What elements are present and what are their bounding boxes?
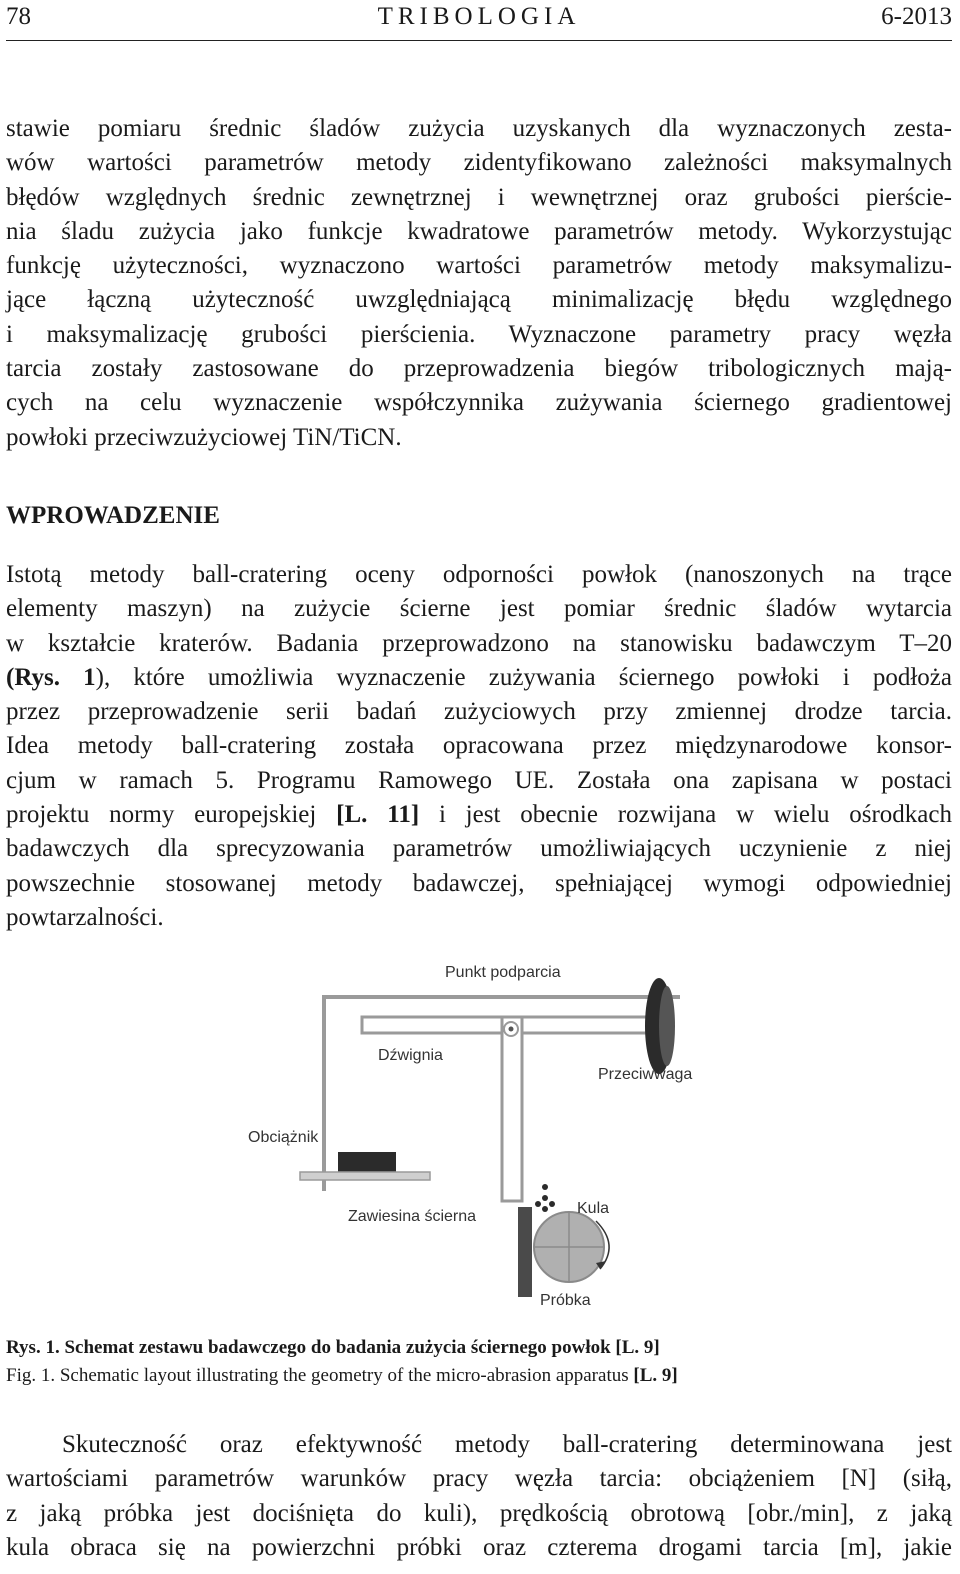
figure-reference[interactable]: Rys. 1 (14, 663, 96, 691)
text-line: funkcję użyteczności, wyznaczono wartości parametrów metody maksymalizu- (6, 252, 952, 280)
weight-block (338, 1152, 396, 1172)
label-sample: Próbka (540, 1292, 591, 1309)
text-fragment: i jest obecnie rozwijana w wielu ośrodkach (419, 801, 953, 829)
caption-reference[interactable]: [L. 9] (633, 1365, 678, 1386)
text-line: Istotą metody ball-cratering oceny odporności powłok (nanoszonych na trące (6, 561, 952, 588)
label-counterweight: Przeciwwaga (598, 1066, 693, 1083)
text-line: cjum w ramach 5. Programu Ramowego UE. Została ona zapisana w postaci (6, 766, 952, 794)
weight-platform (300, 1172, 430, 1180)
literature-reference[interactable]: [L. 11] (336, 801, 420, 829)
text-line (6, 798, 952, 832)
text-line: powtarzalności. (6, 903, 164, 931)
text-line: cych na celu wyznaczenie współczynnika zużywania ściernego gradientowej (6, 389, 952, 417)
text-line: nia śladu zużycia jako funkcje kwadratowe parametrów metody. Wykorzystując (6, 217, 952, 245)
slurry-drop (535, 1201, 541, 1207)
text-line: Skuteczność oraz efektywność metody ball-cratering determinowana jest (62, 1431, 952, 1458)
text-line: badawczych dla sprecyzowania parametrów umożliwiających uczynienie z niej (6, 835, 952, 863)
text-fragment: projektu normy europejskiej (6, 801, 337, 829)
section-heading: WPROWADZENIE (6, 502, 220, 529)
text-line: i maksymalizację grubości pierścienia. Wyznaczone parametry pracy węzła (6, 320, 952, 348)
sample-plate (518, 1207, 532, 1297)
text-line: kula obraca się na powierzchni próbki oraz czterema drogami tarcia [m], jakie (6, 1533, 952, 1561)
text-line: wartościami parametrów warunków pracy węzła tarcia: obciążeniem [N] (siłą, (6, 1465, 952, 1493)
slurry-drop (549, 1201, 555, 1207)
page-header (6, 0, 952, 41)
text-line: w kształcie kraterów. Badania przeprowadzono na stanowisku badawczym T–20 (6, 629, 952, 657)
apparatus-schematic (0, 955, 960, 1325)
text-line: stawie pomiaru średnic śladów zużycia uzyskanych dla wyznaczonych zesta- (6, 115, 952, 142)
figure-caption-pl: Rys. 1. Schemat zestawu badawczego do badania zużycia ściernego powłok [L. 9] (6, 1337, 660, 1358)
text-line: wów wartości parametrów metody zidentyfikowano zależności maksymalnych (6, 149, 952, 177)
page-number: 78 (6, 3, 31, 30)
text-line: jące łączną użyteczność uwzględniającą minimalizację błędu względnego (6, 286, 952, 314)
caption-text: Fig. 1. Schematic layout illustrating the geometry of the micro-abrasion apparatus (6, 1365, 634, 1386)
label-ball: Kula (577, 1200, 610, 1217)
text-line: przez przeprowadzenie serii badań zużyciowych przy zmiennej drodze tarcia. (6, 698, 952, 726)
fulcrum-pin (509, 1027, 514, 1032)
journal-issue: 6-2013 (881, 3, 952, 30)
label-lever: Dźwignia (378, 1047, 443, 1064)
label-weight: Obciążnik (248, 1129, 319, 1146)
slurry-drop (542, 1195, 548, 1201)
closing-paragraph (6, 1428, 952, 1565)
lever-vertical (502, 1017, 522, 1201)
figure-caption-en (6, 1365, 952, 1387)
section-paragraph (6, 558, 952, 935)
text-line: powłoki przeciwzużyciowej TiN/TiCN. (6, 423, 402, 451)
intro-paragraph (6, 112, 952, 455)
text-fragment: ), które umożliwia wyznaczenie zużywania ściernego powłoki i podłoża (95, 663, 952, 691)
text-line (6, 661, 952, 695)
slurry-drop (542, 1206, 548, 1212)
text-line: powszechnie stosowanej metody badawczej, spełniającej wymogi odpowiedniej (6, 869, 952, 897)
text-line: Idea metody ball-cratering została opracowana przez międzynarodowe konsor- (6, 732, 952, 760)
counterweight-face (659, 986, 675, 1066)
slurry-drop (542, 1184, 548, 1190)
journal-title: TRIBOLOGIA (377, 3, 581, 30)
text-line: błędów względnych średnic zewnętrznej i wewnętrznej oraz grubości pierście- (6, 183, 952, 211)
label-fulcrum: Punkt podparcia (445, 964, 561, 981)
text-line: elementy maszyn) na zużycie ścierne jest pomiar średnic śladów wytarcia (6, 595, 952, 623)
text-line: tarcia zostały zastosowane do przeprowadzenia biegów tribologicznych mają- (6, 355, 952, 383)
label-slurry: Zawiesina ścierna (348, 1208, 477, 1225)
apparatus-figure (0, 955, 960, 1325)
figure-ref-open: ( (6, 663, 15, 691)
text-line: z jaką próbka jest dociśnięta do kuli), prędkością obrotową [obr./min], z jaką (6, 1499, 952, 1527)
